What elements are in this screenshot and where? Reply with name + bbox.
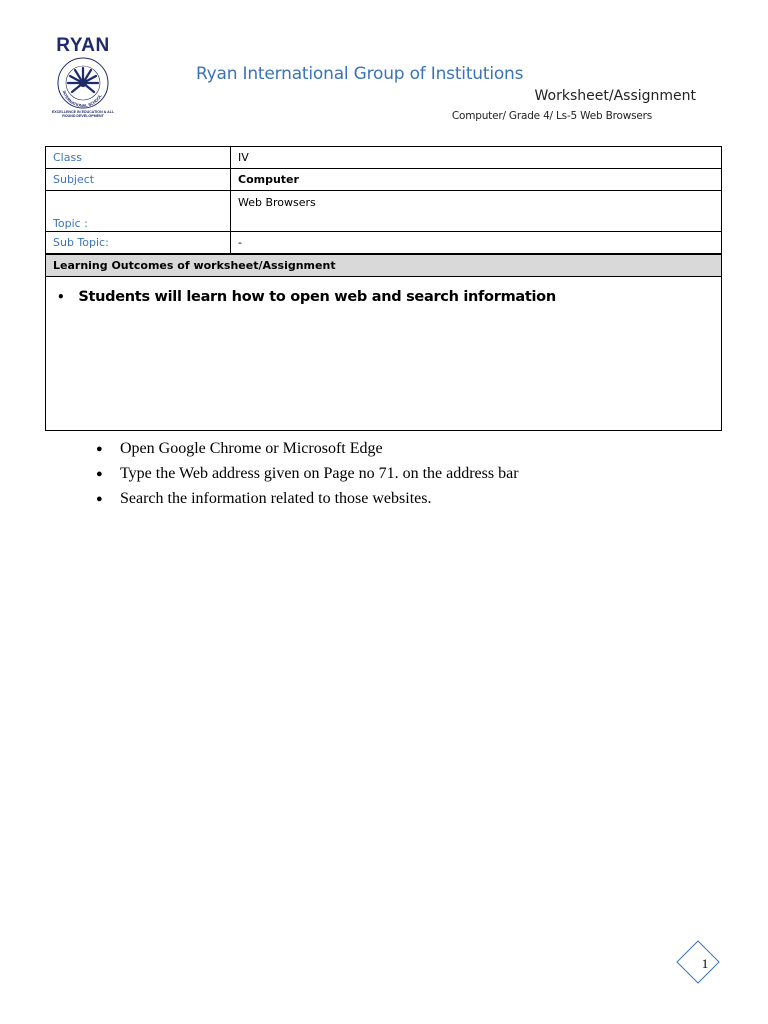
list-item [96, 461, 519, 486]
outcomes-cell [46, 277, 722, 431]
class-label: Class [46, 147, 231, 169]
bullet-icon: ● [96, 442, 103, 455]
table-row-subtopic [46, 232, 722, 255]
outcomes-heading-row [46, 254, 722, 277]
logo-emblem-icon [56, 56, 110, 110]
list-item [96, 436, 519, 461]
worksheet-info-table [45, 146, 722, 431]
bullet-icon: • [57, 290, 65, 304]
table-row-topic [46, 191, 722, 232]
bullet-icon: ● [96, 492, 103, 505]
page-number: 1 [701, 956, 709, 971]
page-number-badge [676, 940, 720, 984]
class-value: IV [231, 147, 722, 169]
topic-value: Web Browsers [231, 191, 722, 232]
logo-wordmark: RYAN [56, 35, 110, 56]
ryan-logo [50, 36, 116, 122]
bullet-icon: ● [96, 467, 103, 480]
table-row-subject [46, 169, 722, 191]
outcomes-body-row [46, 277, 722, 431]
logo-tagline: EXCELLENCE IN EDUCATION & ALL ROUND DEVELOPMENT [51, 110, 115, 119]
logo-ring-text: INTERNATIONAL SCHOOL [61, 90, 103, 109]
document-type: Worksheet/Assignment [534, 88, 696, 104]
subject-label: Subject [46, 169, 231, 191]
task-text: Type the Web address given on Page no 71. on the address bar [120, 464, 519, 482]
outcomes-heading: Learning Outcomes of worksheet/Assignment [46, 254, 722, 277]
subtopic-value: - [231, 232, 722, 255]
document-subtitle: Computer/ Grade 4/ Ls-5 Web Browsers [451, 110, 652, 122]
subtopic-label: Sub Topic: [46, 232, 231, 255]
subject-value: Computer [231, 169, 722, 191]
table-row-class [46, 147, 722, 169]
task-list [96, 436, 519, 511]
org-title: Ryan International Group of Institutions [196, 64, 524, 84]
outcome-item [57, 289, 714, 305]
list-item [96, 486, 519, 511]
outcome-text: Students will learn how to open web and search information [78, 289, 556, 305]
task-text: Open Google Chrome or Microsoft Edge [120, 439, 383, 457]
topic-label: Topic : [46, 191, 231, 232]
task-text: Search the information related to those websites. [120, 489, 432, 507]
